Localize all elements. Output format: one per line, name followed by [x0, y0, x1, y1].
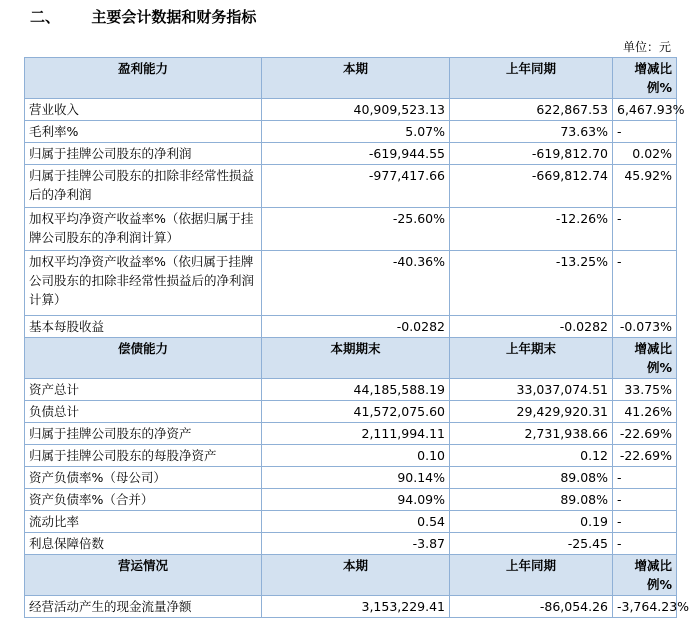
cell-label: 毛利率% [25, 121, 262, 143]
cell-change: 45.92% [613, 165, 677, 208]
cell-current: -977,417.66 [262, 165, 450, 208]
profitability-header-cell: 增减比例% [613, 58, 677, 99]
cell-label: 归属于挂牌公司股东的净利润 [25, 143, 262, 165]
cell-prior: -86,054.26 [450, 596, 613, 618]
financial-table [24, 57, 690, 618]
table-row [25, 316, 677, 338]
cell-change: - [613, 489, 677, 511]
cell-prior: 89.08% [450, 489, 613, 511]
cell-prior: -25.45 [450, 533, 613, 555]
cell-change: - [613, 251, 677, 316]
cell-current: 2,111,994.11 [262, 423, 450, 445]
table-row [25, 533, 677, 555]
cell-prior: -619,812.70 [450, 143, 613, 165]
cell-current: -3.87 [262, 533, 450, 555]
cell-label: 资产总计 [25, 379, 262, 401]
cell-change: 41.26% [613, 401, 677, 423]
cell-change: - [613, 511, 677, 533]
cell-change: 0.02% [613, 143, 677, 165]
cell-prior: 622,867.53 [450, 99, 613, 121]
table-row [25, 596, 677, 618]
cell-prior: 33,037,074.51 [450, 379, 613, 401]
operations-header-cell: 上年同期 [450, 555, 613, 596]
cell-label: 流动比率 [25, 511, 262, 533]
cell-change: - [613, 533, 677, 555]
cell-prior: 29,429,920.31 [450, 401, 613, 423]
profitability-header-cell: 本期 [262, 58, 450, 99]
operations-header-cell: 增减比例% [613, 555, 677, 596]
table-row [25, 99, 677, 121]
cell-current: -25.60% [262, 208, 450, 251]
cell-label: 加权平均净资产收益率%（依据归属于挂牌公司股东的净利润计算） [25, 208, 262, 251]
cell-current: -40.36% [262, 251, 450, 316]
cell-change: - [613, 208, 677, 251]
cell-prior: -669,812.74 [450, 165, 613, 208]
solvency-header-cell: 上年期末 [450, 338, 613, 379]
cell-change: -22.69% [613, 423, 677, 445]
cell-label: 营业收入 [25, 99, 262, 121]
cell-change: -0.073% [613, 316, 677, 338]
table-row [25, 467, 677, 489]
solvency-header-row [25, 338, 677, 379]
cell-change: -22.69% [613, 445, 677, 467]
cell-prior: 73.63% [450, 121, 613, 143]
table-row [25, 511, 677, 533]
cell-current: -619,944.55 [262, 143, 450, 165]
cell-prior: 2,731,938.66 [450, 423, 613, 445]
profitability-header-cell: 盈利能力 [25, 58, 262, 99]
profitability-header-row [25, 58, 677, 99]
cell-label: 基本每股收益 [25, 316, 262, 338]
cell-prior: -0.0282 [450, 316, 613, 338]
cell-label: 经营活动产生的现金流量净额 [25, 596, 262, 618]
cell-current: 3,153,229.41 [262, 596, 450, 618]
table-row [25, 379, 677, 401]
table-row [25, 143, 677, 165]
cell-current: 0.54 [262, 511, 450, 533]
cell-prior: 89.08% [450, 467, 613, 489]
table-row [25, 489, 677, 511]
cell-current: 44,185,588.19 [262, 379, 450, 401]
cell-change: 6,467.93% [613, 99, 677, 121]
cell-label: 资产负债率%（合并） [25, 489, 262, 511]
cell-current: 90.14% [262, 467, 450, 489]
cell-current: 94.09% [262, 489, 450, 511]
cell-label: 归属于挂牌公司股东的每股净资产 [25, 445, 262, 467]
unit-label: 单位：元 [622, 40, 671, 54]
table-row [25, 165, 677, 208]
cell-label: 加权平均净资产收益率%（依归属于挂牌公司股东的扣除非经常性损益后的净利润计算） [25, 251, 262, 316]
operations-header-cell: 本期 [262, 555, 450, 596]
table-row [25, 423, 677, 445]
cell-label: 负债总计 [25, 401, 262, 423]
cell-current: 0.10 [262, 445, 450, 467]
table-row [25, 208, 677, 251]
cell-current: -0.0282 [262, 316, 450, 338]
cell-prior: -13.25% [450, 251, 613, 316]
profitability-header-cell: 上年同期 [450, 58, 613, 99]
cell-current: 40,909,523.13 [262, 99, 450, 121]
cell-prior: 0.19 [450, 511, 613, 533]
section-title: 二、 主要会计数据和财务指标 [30, 8, 257, 26]
table-row [25, 401, 677, 423]
cell-prior: 0.12 [450, 445, 613, 467]
cell-current: 5.07% [262, 121, 450, 143]
solvency-header-cell: 本期期末 [262, 338, 450, 379]
cell-change: - [613, 467, 677, 489]
cell-label: 归属于挂牌公司股东的净资产 [25, 423, 262, 445]
cell-change: 33.75% [613, 379, 677, 401]
table-row [25, 445, 677, 467]
solvency-header-cell: 偿债能力 [25, 338, 262, 379]
cell-current: 41,572,075.60 [262, 401, 450, 423]
table-row [25, 251, 677, 316]
cell-label: 归属于挂牌公司股东的扣除非经常性损益后的净利润 [25, 165, 262, 208]
solvency-header-cell: 增减比例% [613, 338, 677, 379]
cell-label: 利息保障倍数 [25, 533, 262, 555]
table-row [25, 121, 677, 143]
cell-change: -3,764.23% [613, 596, 677, 618]
operations-header-cell: 营运情况 [25, 555, 262, 596]
cell-prior: -12.26% [450, 208, 613, 251]
cell-change: - [613, 121, 677, 143]
cell-label: 资产负债率%（母公司） [25, 467, 262, 489]
